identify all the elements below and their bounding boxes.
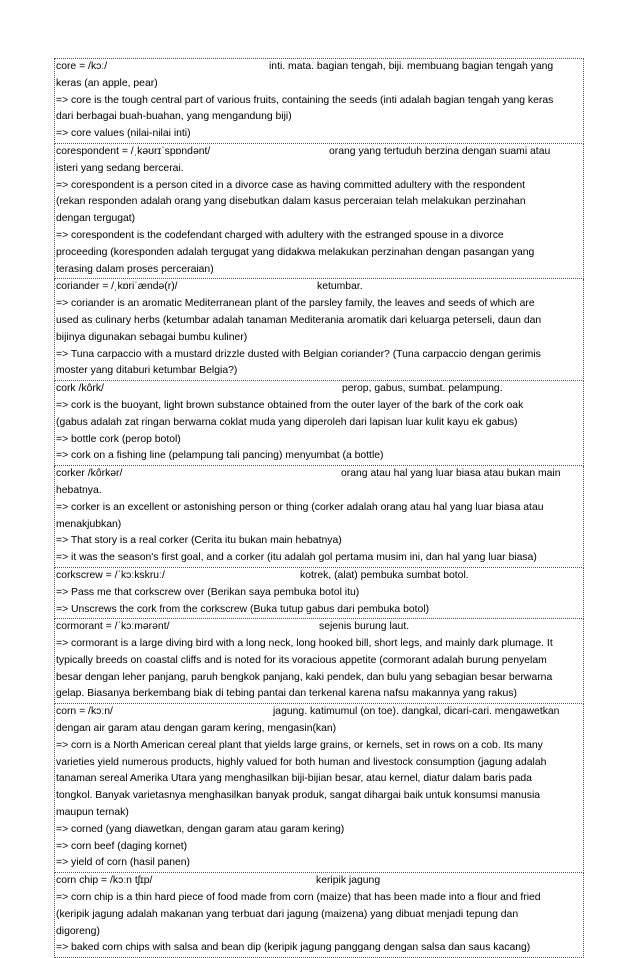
entry-text-line: typically breeds on coastal cliffs and is noted for its voracious appetite (cormorant adalah burung penyelam	[56, 654, 547, 666]
entry-text-line: => Tuna carpaccio with a mustard drizzle dusted with Belgian coriander? (Tuna carpaccio dengan gerimis	[56, 348, 541, 360]
entry-text-line: (gabus adalah zat ringan berwarna coklat muda yang diperoleh dari lapisan luar kulit kayu ek gabus)	[56, 416, 518, 428]
entry-term: corkscrew = /ˈkɔːkskruː/	[56, 569, 165, 581]
entry-term: coriander = /ˌkɒriˈændə(r)/	[56, 281, 178, 293]
entry-text-line: dengan tergugat)	[56, 213, 136, 225]
entry-headword-line	[55, 619, 583, 636]
entry-text-line: => bottle cork (perop botol)	[56, 433, 181, 445]
entry-term: cork /kôrk/	[56, 383, 104, 395]
entry-definition: orang yang tertuduh berzina dengan suami atau	[329, 145, 551, 157]
entry-text-line: bijinya digunakan sebagai bumbu kuliner)	[56, 331, 248, 343]
entry-text-line: menakjubkan)	[56, 518, 122, 530]
dictionary-entry	[54, 381, 584, 466]
entry-headword-line	[55, 279, 583, 296]
entry-text-line: => it was the season's first goal, and a corker (itu adalah gol pertama musim ini, dan hal yang luar biasa)	[56, 552, 537, 564]
entry-text-line: gelap. Biasanya berkembang biak di tebing pantai dan terkenal karena nafsu makannya yang rakus)	[56, 688, 517, 700]
entry-text-line: => corn chip is a thin hard piece of food made from corn (maize) that has been made into a flour and fried	[56, 892, 541, 904]
entry-definition: sejenis burung laut.	[319, 621, 410, 633]
entry-text-line: => corn beef (daging kornet)	[56, 840, 188, 852]
entry-text-line: => Unscrews the cork from the corkscrew (Buka tutup gabus dari pembuka botol)	[56, 603, 430, 615]
dictionary-entry	[54, 58, 584, 144]
dictionary-entry	[54, 279, 584, 381]
entry-term: cormorant = /ˈkɔːmərənt/	[56, 621, 170, 633]
entry-text-line: isteri yang sedang bercerai.	[56, 162, 184, 174]
entry-text-line: => corn is a North American cereal plant that yields large grains, or kernels, set in rows on a cob. Its many	[56, 739, 543, 751]
entry-text-line: terasing dalam proses perceraian)	[56, 263, 214, 275]
entry-text-line: keras (an apple, pear)	[56, 77, 158, 89]
entry-headword-line	[55, 59, 583, 76]
entry-definition: keripik jagung	[316, 875, 381, 887]
entry-text-line: (rekan responden adalah orang yang disebutkan dalam kasus perceraian telah melakukan perzinahan	[56, 196, 526, 208]
dictionary-entry	[54, 619, 584, 704]
entry-definition: perop, gabus, sumbat. pelampung.	[342, 383, 503, 395]
entry-text-line: => coriander is an aromatic Mediterranean plant of the parsley family, the leaves and seeds of which are	[56, 298, 535, 310]
entry-definition: orang atau hal yang luar biasa atau bukan main	[341, 468, 561, 480]
entry-text-line: used as culinary herbs (ketumbar adalah tanaman Mediterania aromatik dari keluarga peterseli, daun dan	[56, 314, 542, 326]
entry-text-line: dari berbagai buah-buahan, yang mengandung biji)	[56, 111, 292, 123]
entry-text-line: => core values (nilai-nilai inti)	[56, 128, 191, 140]
entry-text-line: tanaman sereal Amerika Utara yang menghasilkan biji-bijian besar, atau kernel, diatur dalam baris pada	[56, 773, 532, 785]
entry-text-line: => corker is an excellent or astonishing person or thing (corker adalah orang atau hal yang luar biasa atau	[56, 501, 544, 513]
entry-definition: ketumbar.	[317, 281, 363, 293]
entry-term: core = /kɔː/	[56, 61, 108, 72]
entry-term: corn = /kɔːn/	[56, 706, 113, 718]
entry-headword-line	[55, 144, 583, 161]
entry-term: corespondent = /ˌkəʊrɪˈspɒndənt/	[56, 145, 211, 157]
entry-headword-line	[55, 466, 583, 483]
entry-text-line: => corned (yang diawetkan, dengan garam atau garam kering)	[56, 823, 345, 835]
dictionary-entry	[54, 144, 584, 279]
entry-headword-line	[55, 381, 583, 398]
entry-text-line: => That story is a real corker (Cerita itu bukan main hebatnya)	[56, 535, 342, 547]
entry-text-line: => corespondent is the codefendant charged with adultery with the estranged spouse in a divorce	[56, 229, 504, 241]
entry-text-line: hebatnya.	[56, 484, 102, 496]
entry-text-line: (keripik jagung adalah makanan yang terbuat dari jagung (maizena) yang dibuat menjadi tepung dan	[56, 908, 519, 920]
dictionary-entry	[54, 568, 584, 619]
dictionary-entry	[54, 466, 584, 568]
entry-definition: kotrek, (alat) pembuka sumbat botol.	[300, 569, 469, 581]
entry-text-line: digoreng)	[56, 925, 100, 937]
entry-text-line: besar dengan leher panjang, paruh bengkok panjang, kaki pendek, dan bulu yang sebagian besar berwarna	[56, 671, 553, 683]
entry-text-line: => cormorant is a large diving bird with a long neck, long hooked bill, short legs, and mainly dark plumage. It	[56, 638, 553, 650]
entry-text-line: => corespondent is a person cited in a divorce case as having committed adultery with the respondent	[56, 179, 526, 191]
entry-text-line: => yield of corn (hasil panen)	[56, 857, 191, 869]
entry-text-line: proceeding (koresponden adalah tergugat yang didakwa melakukan perzinahan dengan pasangan yang	[56, 246, 535, 258]
entry-text-line: => cork is the buoyant, light brown substance obtained from the outer layer of the bark of the cork oak	[56, 399, 524, 411]
entry-text-line: dengan air garam atau dengan garam kering, mengasin(kan)	[56, 723, 337, 735]
entry-text-line: => cork on a fishing line (pelampung tali pancing) menyumbat (a bottle)	[56, 450, 384, 462]
dictionary-page	[54, 58, 584, 958]
dictionary-entry	[54, 873, 584, 958]
entry-text-line: tongkol. Banyak varietasnya menghasilkan banyak produk, sangat dihargai baik untuk konsumsi manusia	[56, 790, 541, 802]
entry-headword-line	[55, 873, 583, 890]
entry-term: corn chip = /kɔːn tʃɪp/	[56, 875, 153, 887]
entry-text-line: => Pass me that corkscrew over (Berikan saya pembuka botol itu)	[56, 586, 360, 598]
entry-text-line: => core is the tough central part of various fruits, containing the seeds (inti adalah bagian tengah yang keras	[56, 94, 554, 106]
entry-text-line: maupun ternak)	[56, 807, 129, 819]
entry-headword-line	[55, 568, 583, 585]
entry-definition: inti. mata. bagian tengah, biji. membuang bagian tengah yang	[269, 61, 554, 72]
entry-text-line: varieties yield numerous products, highly valued for both human and livestock consumption (jagung adalah	[56, 756, 547, 768]
dictionary-entry	[54, 704, 584, 873]
entry-text-line: => baked corn chips with salsa and bean dip (keripik jagung panggang dengan salsa dan saus kacang)	[56, 942, 531, 954]
entry-term: corker /kôrkər/	[56, 468, 123, 480]
entry-text-line: moster yang ditaburi ketumbar Belgia?)	[56, 365, 238, 377]
entry-headword-line	[55, 704, 583, 721]
entry-definition: jagung. katimumul (on toe). dangkal, dicari-cari. mengawetkan	[273, 706, 560, 718]
